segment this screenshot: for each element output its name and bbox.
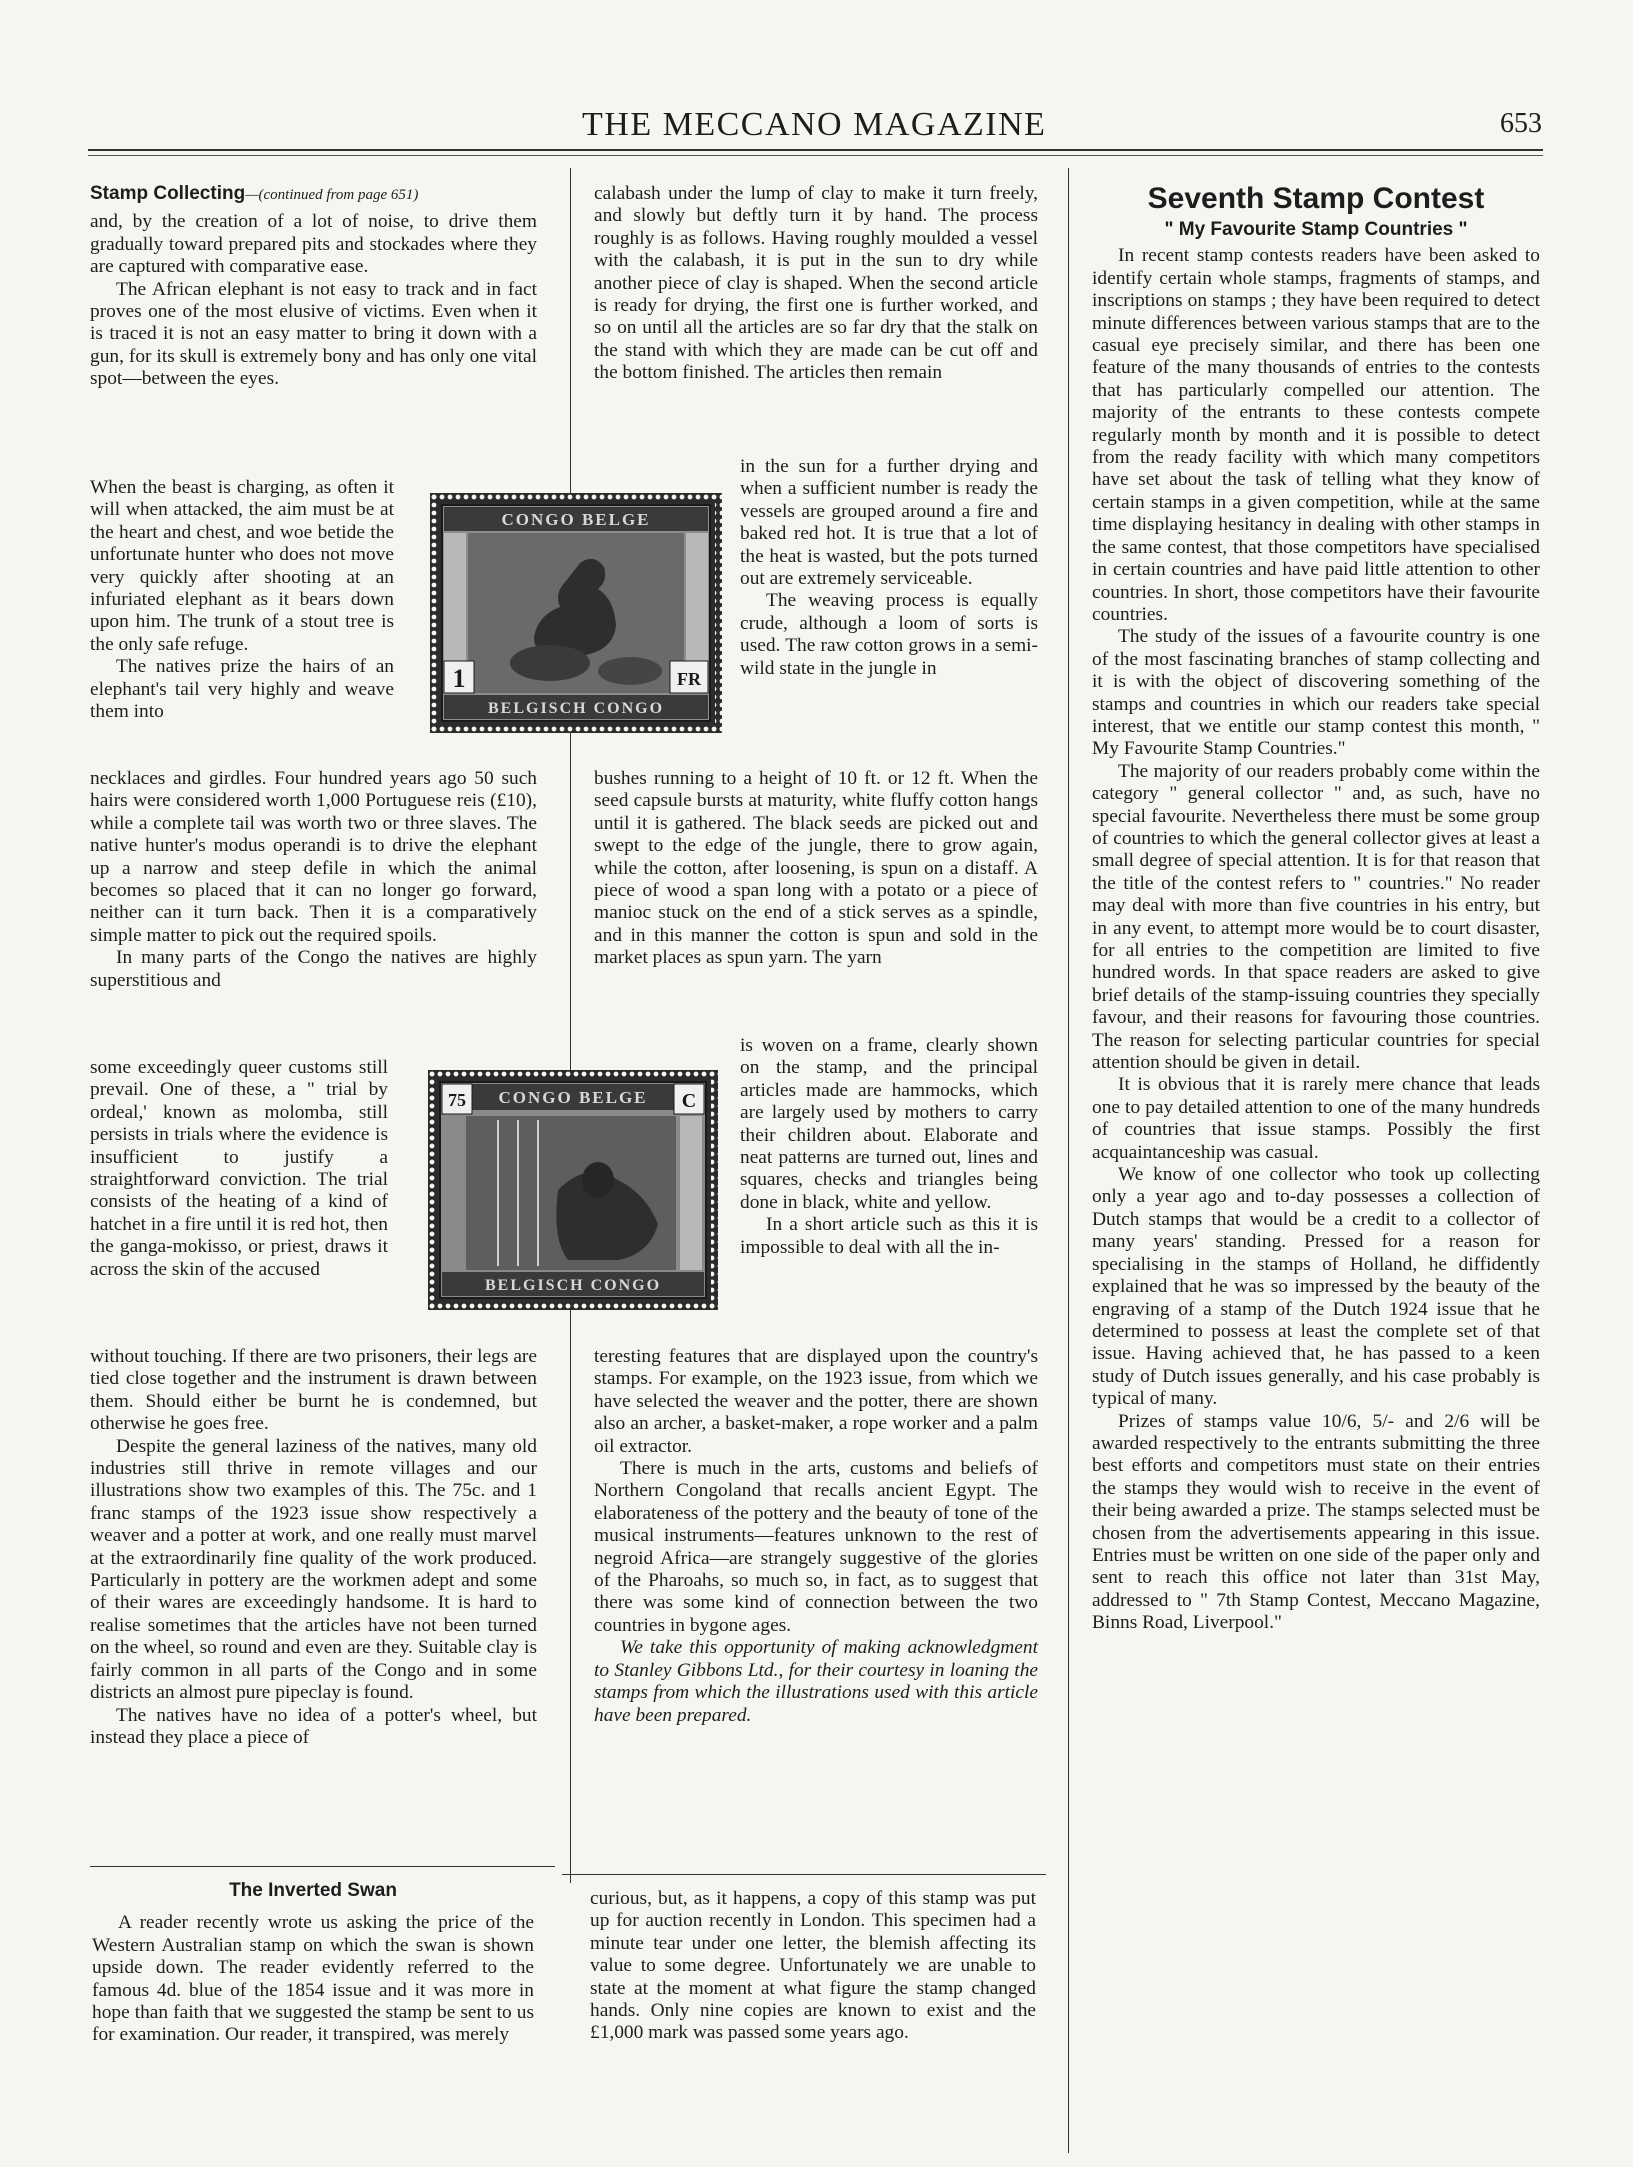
weaver-stamp-unit: C xyxy=(681,1090,697,1112)
section-rule-middle xyxy=(562,1874,1046,1875)
left-column-mid xyxy=(90,768,537,992)
left-paragraph-6: The natives have no idea of a potter's wheel, but instead they place a piece of xyxy=(90,1704,537,1748)
potter-stamp-unit: FR xyxy=(677,669,701,689)
middle-paragraph-3b: teresting features that are displayed upon the country's stamps. For example, on the 1923 issue, from which we have selected the weaver and the potter, there are shown also an archer, a basket-maker, a rope worker and a palm oil extractor. xyxy=(594,1346,1038,1457)
middle-paragraph-1a: calabash under the lump of clay to make it turn freely, and slowly but deftly turn it by hand. The process roughly is as follows. Having roughly moulded a vessel with the calabash, it is put in the sun to dry while another piece of clay is shaped. When the second article is ready for drying, the first one is further worked, and so on until all the articles are so far dry that the stalk on the stand with which they are made can be cut off and the bottom finished. The articles then remain xyxy=(594,183,1038,384)
inverted-swan-middle xyxy=(590,1888,1036,2045)
congo-75c-weaver-stamp xyxy=(428,1070,718,1310)
running-head-continued: —(continued from page 651) xyxy=(245,187,419,203)
weaver-stamp-value: 75 xyxy=(448,1090,466,1110)
potter-stamp-image xyxy=(430,493,722,733)
inverted-swan-heading: The Inverted Swan xyxy=(229,1880,397,1901)
weaver-stamp-image xyxy=(428,1070,718,1310)
header-rule-thin xyxy=(88,155,1543,156)
left-paragraph-4b: some exceedingly queer customs still prevail. One of these, a " trial by ordeal,' known as molomba, still persists in trials where the evidence is insufficient to justify a straightforward conviction. The trial consists of the heating of a kind of hatchet in a fire until it is red hot, then the ganga-mokisso, or priest, draws it across the skin of the accused xyxy=(90,1057,388,1280)
running-head xyxy=(90,183,537,206)
contest-column xyxy=(1092,181,1540,1635)
contest-subtitle: " My Favourite Stamp Countries " xyxy=(1164,219,1468,240)
contest-paragraph-3: The majority of our readers probably come within the category " general collector " and, as such, have no special favourite. Nevertheless there must be some group of countries to which the general collector gives at least a small degree of special attention. It is for that reason that the title of the contest refers to " countries." No reader may deal with more than five countries in his entry, but in any event, to attempt more would be to court disaster, for all entries to the competition are limited to five hundred words. In that space readers are asked to give brief details of the stamp-issuing countries they specially favour, and their reasons for favouring those countries. The reason for selecting particular countries for special attention should be given in detail. xyxy=(1092,760,1540,1074)
left-paragraph-4c: without touching. If there are two prisoners, their legs are tied close together and the instrument is drawn between them. Should either be burnt he is condemned, but otherwise he goes free. xyxy=(90,1346,537,1435)
contest-paragraph-2: The study of the issues of a favourite country is one of the most fascinating branches of stamp collecting and it is with the object of discovering something of the stamps and countries in which our readers take special interest, that we entitle our stamp contest this month, " My Favourite Stamp Countries." xyxy=(1092,626,1540,760)
middle-paragraph-2a: The weaving process is equally crude, although a loom of sorts is used. The raw cotton grows in a semi-wild state in the jungle in xyxy=(740,590,1038,679)
middle-column-wrap-1 xyxy=(740,456,1038,680)
left-column-top xyxy=(90,183,537,391)
left-column-wrap-1 xyxy=(90,477,394,723)
contest-paragraph-4: It is obvious that it is rarely mere chance that leads one to pay detailed attention to one of the many hundreds of countries that issue stamps. Possibly the first acquaintanceship was casual. xyxy=(1092,1074,1540,1163)
page-header xyxy=(92,100,1542,150)
left-paragraph-2b: When the beast is charging, as often it will when attacked, the aim must be at the heart and chest, and woe betide the unfortunate hunter who does not move very quickly after shooting at an infuriated elephant as it bears down upon him. The trunk of a stout tree is the only safe refuge. xyxy=(90,477,394,655)
magazine-title: THE MECCANO MAGAZINE xyxy=(582,106,1047,143)
weaver-stamp-bottom-text: BELGISCH CONGO xyxy=(484,1277,662,1294)
inverted-swan-paragraph-2: curious, but, as it happens, a copy of this stamp was put up for auction recently in London. This specimen had a minute tear under one letter, the blemish affecting its value to some degree. Unfortunately we are unable to state at the moment at what figure the stamp changed hands. Only nine copies are known to exist and the £1,000 mark was passed some years ago. xyxy=(590,1888,1036,2044)
potter-stamp-top-text: CONGO BELGE xyxy=(501,510,651,529)
section-rule-left xyxy=(90,1866,555,1867)
page-number: 653 xyxy=(1500,108,1542,139)
middle-paragraph-2c: is woven on a frame, clearly shown on the stamp, and the principal articles made are hammocks, which are largely used by mothers to carry their children about. Elaborate and neat patterns are turned out, lines and squares, checks and triangles being done in black, white and yellow. xyxy=(740,1035,1038,1213)
potter-stamp-bottom-text: BELGISCH CONGO xyxy=(487,700,665,717)
acknowledgment: We take this opportunity of making acknowledgment to Stanley Gibbons Ltd., for their courtesy in loaning the stamps from which the illustrations used with this article have been prepared. xyxy=(594,1637,1038,1726)
column-rule-right xyxy=(1068,168,1069,2153)
middle-column-top xyxy=(594,183,1038,385)
left-paragraph-2: The African elephant is not easy to track and in fact proves one of the most elusive of victims. Even when it is traced it is not an easy matter to bring it down with a gun, for its skull is extremely bony and has only one vital spot—between the eyes. xyxy=(90,278,537,390)
left-paragraph-4a: In many parts of the Congo the natives are highly superstitious and xyxy=(90,947,537,991)
middle-paragraph-4: There is much in the arts, customs and beliefs of Northern Congoland that recalls ancient Egypt. The elaborateness of the pottery and the beauty of tone of the musical instruments—features unknown to the rest of negroid Africa—are strangely suggestive of the glories of the Pharoahs, so much so, in fact, as to suggest that there was some kind of connection between the two countries in bygone ages. xyxy=(594,1458,1038,1636)
middle-column-mid xyxy=(594,768,1038,970)
middle-paragraph-1b: in the sun for a further drying and when a sufficient number is ready the vessels are grouped around a fire and baked red hot. It is true that a lot of the heat is wasted, but the pots turned out are extremely serviceable. xyxy=(740,456,1038,590)
contest-paragraph-1: In recent stamp contests readers have been asked to identify certain whole stamps, fragments of stamps, and inscriptions on stamps ; they have been required to detect minute differences between various stamps that are to the casual eye precisely similar, and there has been one feature of the many thousands of entries to the contests that has particularly compelled our attention. The majority of the entrants to these contests compete regularly month by month and it is possible to detect from the ready facility with which many competitors have set about the task of telling what they know of certain stamps in a given competition, while at the same time displaying hesitancy in dealing with other stamps in the same contest, that those competitors have specialised in certain countries and have paid little attention to other countries. In short, those competitors have their favourite countries. xyxy=(1092,245,1540,625)
left-paragraph-3b: necklaces and girdles. Four hundred years ago 50 such hairs were considered worth 1,000 Portuguese reis (£10), while a complete tail was worth two or three slaves. The native hunter's modus operandi is to drive the elephant up a narrow and steep defile in which the animal becomes so placed that it can no longer go forward, neither can it turn back. Then it is a comparatively simple matter to pick out the required spoils. xyxy=(90,768,537,946)
column-rule-left xyxy=(570,168,571,1883)
contest-title: Seventh Stamp Contest xyxy=(1147,182,1485,215)
left-paragraph-3a: The natives prize the hairs of an elephant's tail very highly and weave them into xyxy=(90,656,394,723)
middle-paragraph-3a: In a short article such as this it is impossible to deal with all the in- xyxy=(740,1214,1038,1258)
middle-column-bottom xyxy=(594,1346,1038,1727)
left-paragraph-1: and, by the creation of a lot of noise, to drive them gradually toward prepared pits and stockades where they are captured with comparative ease. xyxy=(90,211,537,278)
contest-paragraph-6: Prizes of stamps value 10/6, 5/- and 2/6 will be awarded respectively to the entrants submitting the three best efforts and competitors must state on their entries the stamps they would wish to receive in the event of their being awarded a prize. The stamps selected must be chosen from the advertisements appearing in this issue. Entries must be written on one side of the paper only and sent to reach this office not later than 31st May, addressed to " 7th Stamp Contest, Meccano Magazine, Binns Road, Liverpool." xyxy=(1092,1410,1540,1634)
inverted-swan-paragraph-1: A reader recently wrote us asking the price of the Western Australian stamp on which the swan is shown upside down. The reader evidently referred to the famous 4d. blue of the 1854 issue and it was more in hope than faith that we suggested the stamp be sent to us for examination. Our reader, it transpired, was merely xyxy=(92,1912,534,2046)
weaver-stamp-top-text: CONGO BELGE xyxy=(498,1088,648,1107)
left-paragraph-5: Despite the general laziness of the natives, many old industries still thrive in remote villages and our illustrations show two examples of this. The 75c. and 1 franc stamps of the 1923 issue show respectively a weaver and a potter at work, and one really must marvel at the extraordinarily fine quality of the work produced. Particularly in pottery are the workmen adept and some of their wares are exceedingly handsome. It is hard to realise sometimes that the articles have not been turned on the wheel, so round and even are they. Suitable clay is fairly common in all parts of the Congo and in some districts an almost pure pipeclay is found. xyxy=(90,1435,537,1704)
running-head-title: Stamp Collecting xyxy=(90,183,246,204)
contest-paragraph-5: We know of one collector who took up collecting only a year ago and to-day possesses a collection of Dutch stamps that would be a credit to a collector of many years' standing. Pressed for a reason for specialising in the stamps of Holland, he diffidently explained that he was so impressed by the beauty of the engraving of a stamp of the Dutch 1924 issue that he determined to possess at least the complete set of that issue. Having achieved that, he has passed to a keen study of Dutch issues generally, and his case probably is typical of many. xyxy=(1092,1164,1540,1410)
middle-paragraph-2b: bushes running to a height of 10 ft. or 12 ft. When the seed capsule bursts at maturity, white fluffy cotton hangs until it is gathered. The black seeds are picked out and swept to the edge of the jungle, there to grow again, while the cotton, after loosening, is spun on a distaff. A piece of wood a span long with a potato or a piece of manioc stuck on the end of a stick serves as a spindle, and in this manner the cotton is spun and sold in the market places as spun yarn. The yarn xyxy=(594,768,1038,969)
left-column-bottom xyxy=(90,1346,537,1749)
header-rule xyxy=(88,149,1543,151)
inverted-swan-left xyxy=(92,1880,534,2047)
potter-stamp-value: 1 xyxy=(452,664,466,693)
middle-column-wrap-2 xyxy=(740,1035,1038,1259)
left-column-wrap-2 xyxy=(90,1057,388,1281)
congo-1-franc-potter-stamp xyxy=(430,493,722,733)
